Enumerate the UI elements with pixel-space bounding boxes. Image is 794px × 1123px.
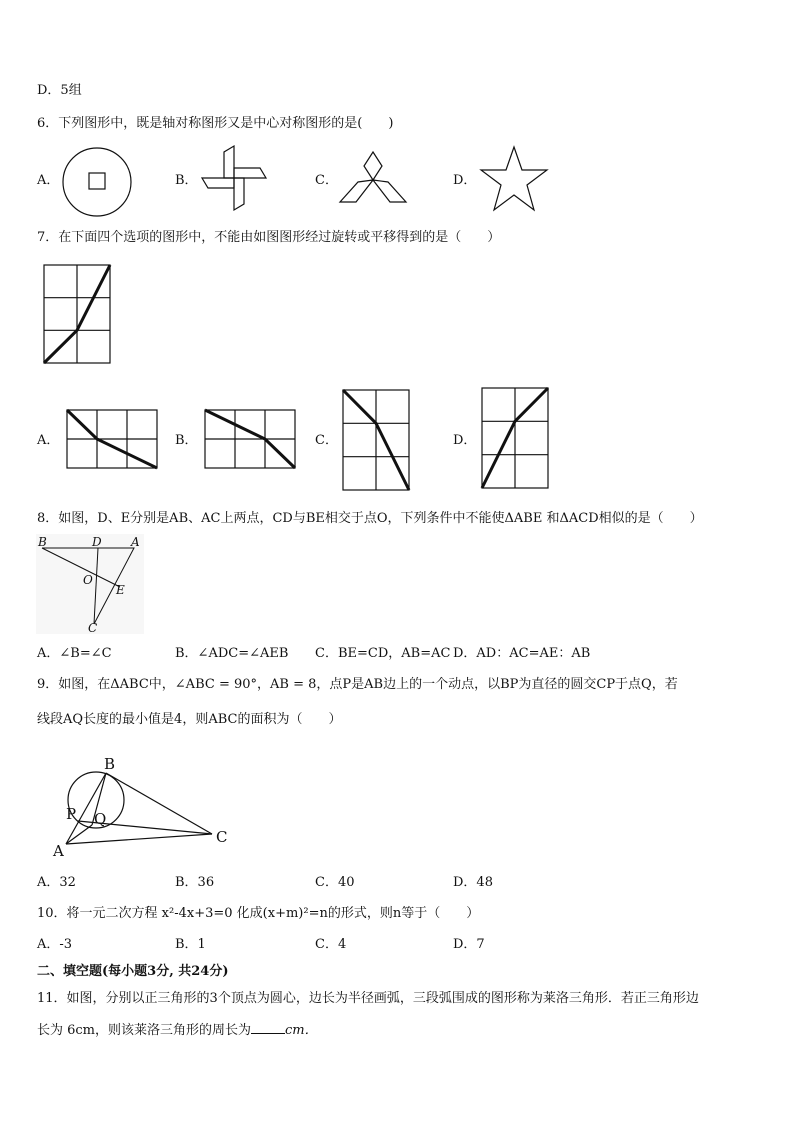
q11-line2-suffix: cm． bbox=[285, 1023, 318, 1038]
q7-option-b-grid bbox=[203, 408, 297, 470]
q8-option-d: D．AD：AC=AE：AB bbox=[453, 646, 591, 661]
q9-circle-triangle-figure bbox=[50, 752, 240, 862]
q6-label-c: C． bbox=[315, 173, 338, 188]
q8-label-a: A bbox=[131, 535, 140, 549]
q11-line2-prefix: 长为 6cm，则该莱洛三角形的周长为 bbox=[37, 1023, 252, 1038]
q11-line2 bbox=[37, 1021, 318, 1040]
q9-label-a: A bbox=[53, 842, 64, 860]
q7-label-a: A． bbox=[37, 433, 60, 448]
q8-label-d: D bbox=[92, 535, 102, 549]
q10-option-a: A．-3 bbox=[37, 937, 73, 952]
q8-option-a: A．∠B=∠C bbox=[37, 646, 112, 661]
q9-option-a: A．32 bbox=[37, 875, 76, 890]
q9-option-c: C．40 bbox=[315, 875, 355, 890]
section-2-heading: 二、填空题(每小题3分, 共24分) bbox=[37, 964, 229, 979]
q10-option-b: B．1 bbox=[175, 937, 206, 952]
q7-label-d: D． bbox=[453, 433, 477, 448]
q9-option-d: D．48 bbox=[453, 875, 493, 890]
q9-label-b: B bbox=[104, 755, 116, 773]
q8-triangle-figure bbox=[36, 534, 144, 634]
q9-stem-line1: 9．如图，在ΔABC中，∠ABC = 90°，AB = 8，点P是AB边上的一个动点，以BP为直径的圆交CP于点Q，若 bbox=[37, 677, 678, 692]
q6-label-d: D． bbox=[453, 173, 477, 188]
q6-figure-three-rhombi bbox=[338, 150, 408, 206]
q8-label-c: C bbox=[88, 621, 98, 634]
q9-stem-line2: 线段AQ长度的最小值是4，则ABC的面积为（ ） bbox=[37, 712, 342, 727]
q5-option-d: D．5组 bbox=[37, 83, 82, 98]
q7-label-c: C． bbox=[315, 433, 338, 448]
q9-label-c: C bbox=[216, 828, 228, 846]
q7-option-a-grid bbox=[65, 408, 159, 470]
q11-line1: 11．如图，分别以正三角形的3个顶点为圆心，边长为半径画弧，三段弧围成的图形称为莱洛三角形．若正三角形边 bbox=[37, 991, 699, 1006]
q11-answer-blank bbox=[251, 1021, 285, 1034]
q7-label-b: B． bbox=[175, 433, 198, 448]
q10-option-d: D．7 bbox=[453, 937, 485, 952]
q6-figure-pinwheel bbox=[198, 142, 270, 214]
q10-stem: 10．将一元二次方程 x²-4x+3=0 化成(x+m)²=n的形式，则n等于（ ） bbox=[37, 906, 480, 921]
q8-stem: 8．如图，D、E分别是AB、AC上两点，CD与BE相交于点O，下列条件中不能使ΔABE 和ΔACD相似的是（ ） bbox=[37, 511, 703, 526]
q10-option-c: C．4 bbox=[315, 937, 347, 952]
q7-option-d-grid bbox=[480, 386, 550, 490]
q8-option-b: B．∠ADC=∠AEB bbox=[175, 646, 289, 661]
q6-label-b: B． bbox=[175, 173, 198, 188]
q9-label-q: Q bbox=[94, 810, 107, 828]
q8-option-c: C．BE=CD，AB=AC bbox=[315, 646, 451, 661]
q8-label-o: O bbox=[83, 573, 93, 587]
q7-reference-grid-figure bbox=[42, 263, 112, 365]
q8-label-b: B bbox=[38, 535, 47, 549]
q7-option-c-grid bbox=[341, 388, 411, 492]
q8-label-e: E bbox=[116, 583, 125, 597]
q9-option-b: B．36 bbox=[175, 875, 215, 890]
q6-label-a: A． bbox=[37, 173, 60, 188]
q9-label-p: P bbox=[66, 805, 77, 823]
q6-stem: 6．下列图形中，既是轴对称图形又是中心对称图形的是( ) bbox=[37, 116, 394, 131]
q7-stem: 7．在下面四个选项的图形中，不能由如图图形经过旋转或平移得到的是（ ） bbox=[37, 230, 501, 245]
q6-figure-circle-square bbox=[60, 145, 134, 219]
q6-figure-star bbox=[479, 144, 549, 214]
